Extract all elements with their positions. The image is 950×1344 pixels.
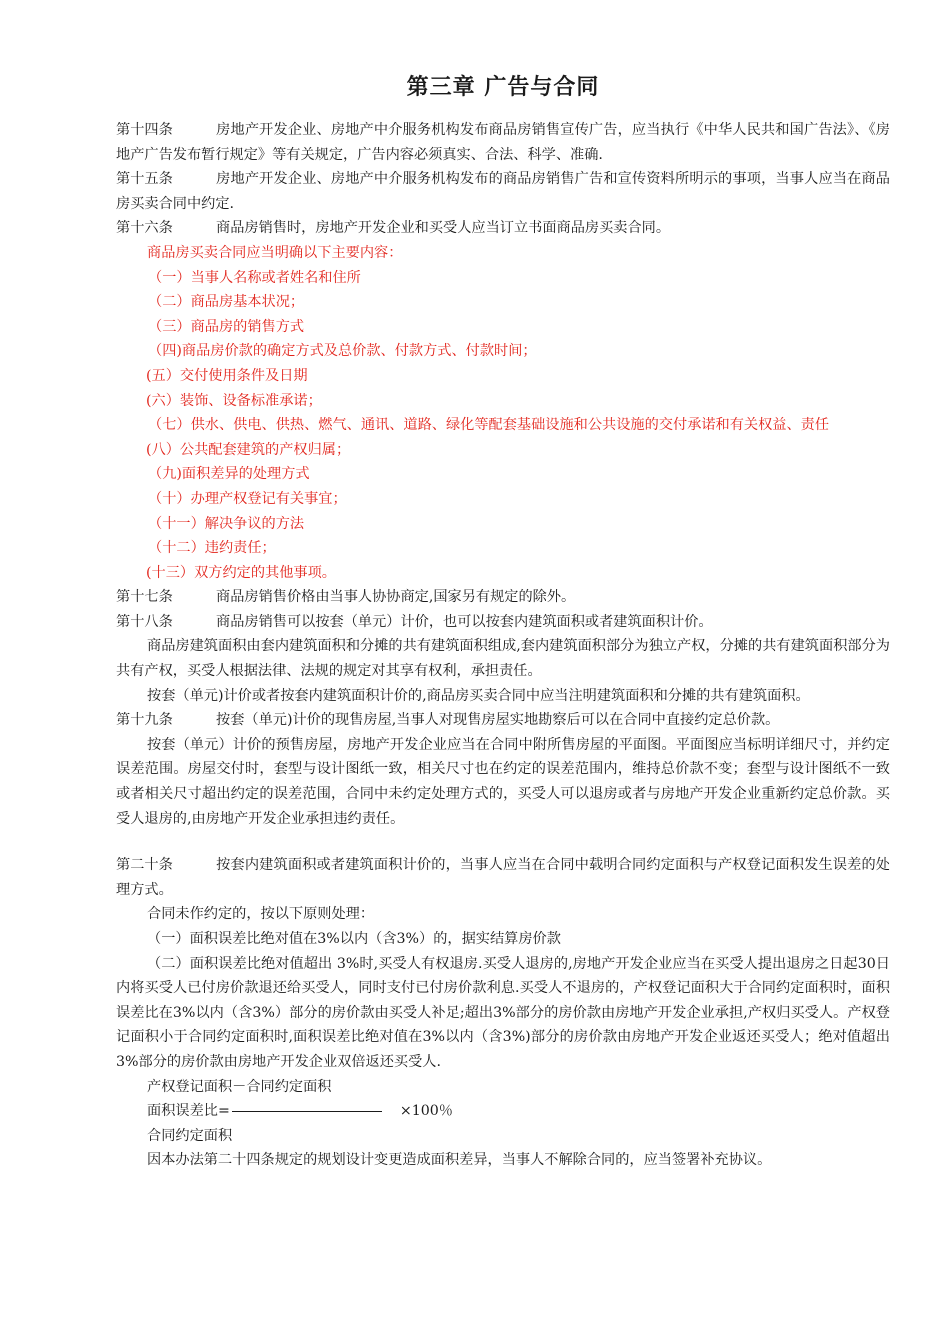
list-item: （四)商品房价款的确定方式及总价款、付款方式、付款时间； [148, 343, 537, 360]
article-20-paragraph-2: （一）面积误差比绝对值在3%以内（含3%）的，据实结算房价款 [147, 931, 561, 947]
list-item: （十）办理产权登记有关事宜； [148, 490, 347, 507]
article-16-intro: 商品房买卖合同应当明确以下主要内容： [147, 244, 403, 261]
list-item: （二）商品房基本状况； [148, 294, 305, 311]
article-14-text: 房地产开发企业、房地产中介服务机构发布商品房销售宣传广告，应当执行《中华人民共和国广告法》、《房地产广告发布暂行规定》等有关规定，广告内容必须真实、合法、科学、准确. [116, 122, 890, 163]
article-20-paragraph-3: （二）面积误差比绝对值超出 3%时,买受人有权退房.买受人退房的,房地产开发企业应当在买受人提出退房之日起30日内将买受人已付房价款退还给买受人，同时支付已付房价款利息.买受人不退房的，产权登记面积大于合同约定面积时，面积误差比在3%以内（含3%）部分的房价款由买受人补足;超出3%部分的房价款由房地产开发企业承担,产权归买受人。产权登记面积小于合同约定面积时,面积误差比绝对值在3%以内（含3%)部分的房价款由房地产开发企业返还买受人；绝对值超出3%部分的房价款由房地产开发企业双倍返还买受人. [116, 955, 890, 1070]
article-17-label: 第十七条 [116, 589, 173, 606]
list-item: （一）当事人名称或者姓名和住所 [148, 269, 361, 286]
article-20-text: 按套内建筑面积或者建筑面积计价的，当事人应当在合同中载明合同约定面积与产权登记面积发生误差的处理方式。 [116, 857, 890, 898]
article-20-paragraph-1: 合同未作约定的，按以下原则处理： [147, 906, 375, 923]
article-20-label: 第二十条 [116, 857, 173, 874]
list-item: (六）装饰、设备标准承诺； [146, 392, 322, 409]
list-item: (五）交付使用条件及日期 [146, 367, 308, 384]
article-14 [116, 118, 890, 167]
article-16 [116, 216, 890, 241]
chapter-title: 第三章 广告与合同 [406, 75, 600, 100]
article-18-paragraph-1: 商品房建筑面积由套内建筑面积和分摊的共有建筑面积组成,套内建筑面积部分为独立产权，分摊的共有建筑面积部分为共有产权，买受人根据法律、法规的规定对其享有权利，承担责任。 [116, 638, 890, 680]
article-15-label: 第十五条 [116, 171, 173, 188]
article-19-paragraph-1: 按套（单元）计价的预售房屋，房地产开发企业应当在合同中附所售房屋的平面图。平面图应当标明详细尺寸，并约定误差范围。房屋交付时，套型与设计图纸一致，相关尺寸也在约定的误差范围内，维持总价款不变；套型与设计图纸不一致或者相关尺寸超出约定的误差范围，合同中未约定处理方式的，买受人可以退房或者与房地产开发企业重新约定总价款。买受人退房的,由房地产开发企业承担违约责任。 [116, 736, 890, 827]
article-19-label: 第十九条 [116, 712, 173, 729]
list-item: （十二）违约责任； [148, 540, 276, 557]
article-19-text: 按套（单元)计价的现售房屋,当事人对现售房屋实地勘察后可以在合同中直接约定总价款。 [216, 712, 780, 729]
list-item: （三）商品房的销售方式 [148, 318, 305, 335]
list-item: （九)面积差异的处理方式 [148, 466, 310, 483]
article-15-text: 房地产开发企业、房地产中介服务机构发布的商品房销售广告和宣传资料所明示的事项，当事人应当在商品房买卖合同中约定. [116, 171, 890, 212]
article-19 [116, 708, 890, 733]
formula-numerator: 产权登记面积－合同约定面积 [147, 1078, 332, 1095]
article-18-paragraph-2: 按套（单元)计价或者按套内建筑面积计价的,商品房买卖合同中应当注明建筑面积和分摊的共有建筑面积。 [147, 687, 810, 704]
formula-multiplier: ×100％ [399, 1103, 453, 1120]
list-item: （十一）解决争议的方法 [148, 515, 305, 532]
article-14-label: 第十四条 [116, 122, 173, 138]
document-page [116, 70, 890, 1173]
article-20 [116, 853, 890, 902]
paragraph-spacer [116, 831, 890, 853]
article-17-text: 商品房销售价格由当事人协协商定,国家另有规定的除外。 [216, 589, 576, 606]
article-18-label: 第十八条 [116, 613, 173, 630]
article-16-label: 第十六条 [116, 220, 173, 237]
list-item: （七）供水、供电、供热、燃气、通讯、道路、绿化等配套基础设施和公共设施的交付承诺和有关权益、责任 [148, 417, 830, 434]
article-18 [116, 610, 890, 635]
article-17 [116, 585, 890, 610]
list-item: (十三）双方约定的其他事项。 [146, 564, 336, 581]
formula-label: 面积误差比= [147, 1103, 230, 1120]
article-20-paragraph-4: 因本办法第二十四条规定的规划设计变更造成面积差异，当事人不解除合同的，应当签署补充协议。 [147, 1152, 772, 1169]
formula-denominator: 合同约定面积 [147, 1127, 233, 1144]
article-15 [116, 167, 890, 216]
formula-row [116, 1099, 890, 1124]
article-18-text: 商品房销售可以按套（单元）计价，也可以按套内建筑面积或者建筑面积计价。 [216, 613, 713, 630]
article-16-text: 商品房销售时，房地产开发企业和买受人应当订立书面商品房买卖合同。 [216, 220, 671, 237]
list-item: (八）公共配套建筑的产权归属； [146, 441, 351, 458]
fraction-bar [232, 1111, 382, 1112]
